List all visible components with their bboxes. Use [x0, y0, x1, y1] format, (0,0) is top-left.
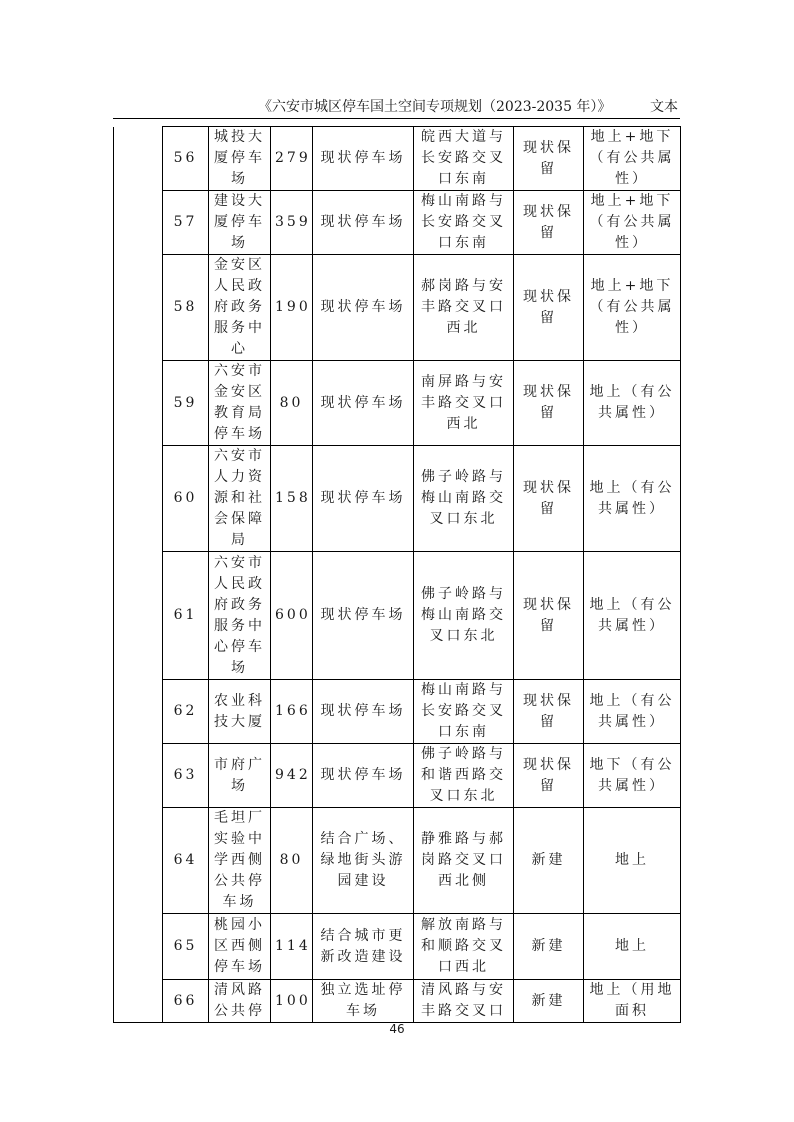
document-title: 《六安市城区停车国土空间专项规划（2023-2035 年）》 — [258, 99, 612, 115]
planning-status: 新建 — [514, 914, 584, 980]
parking-location: 清风路与安丰路交叉口 — [414, 980, 514, 1023]
table-row — [114, 808, 681, 914]
parking-location: 佛子岭路与梅山南路交叉口东北 — [414, 552, 514, 680]
planning-status: 现状保留 — [514, 361, 584, 446]
parking-form: 地上 — [584, 808, 681, 914]
row-number: 56 — [163, 127, 209, 191]
parking-name: 六安市人民政府政务服务中心停车场 — [209, 552, 271, 680]
planning-status: 新建 — [514, 980, 584, 1023]
row-number: 63 — [163, 744, 209, 808]
table-row — [114, 255, 681, 361]
parking-form: 地上+地下（有公共属性） — [584, 255, 681, 361]
parking-type: 现状停车场 — [313, 191, 414, 255]
parking-spaces: 114 — [271, 914, 313, 980]
parking-spaces: 190 — [271, 255, 313, 361]
parking-name: 市府广场 — [209, 744, 271, 808]
parking-spaces: 359 — [271, 191, 313, 255]
table-row — [114, 980, 681, 1023]
parking-type: 结合城市更新改造建设 — [313, 914, 414, 980]
parking-location: 佛子岭路与和谐西路交叉口东北 — [414, 744, 514, 808]
planning-status: 现状保留 — [514, 744, 584, 808]
row-number: 65 — [163, 914, 209, 980]
parking-spaces: 80 — [271, 361, 313, 446]
planning-status: 现状保留 — [514, 552, 584, 680]
parking-type: 现状停车场 — [313, 361, 414, 446]
parking-form: 地上（有公共属性） — [584, 361, 681, 446]
planning-status: 现状保留 — [514, 446, 584, 552]
parking-name: 建设大厦停车场 — [209, 191, 271, 255]
parking-type: 结合广场、绿地街头游园建设 — [313, 808, 414, 914]
parking-location: 郝岗路与安丰路交叉口西北 — [414, 255, 514, 361]
row-number: 59 — [163, 361, 209, 446]
parking-location: 皖西大道与长安路交叉口东南 — [414, 127, 514, 191]
table-row — [114, 552, 681, 680]
parking-name: 农业科技大厦 — [209, 680, 271, 744]
row-number: 62 — [163, 680, 209, 744]
row-number: 60 — [163, 446, 209, 552]
parking-spaces: 600 — [271, 552, 313, 680]
planning-status: 现状保留 — [514, 191, 584, 255]
parking-table — [113, 126, 681, 1023]
document-section-tag: 文本 — [650, 99, 678, 115]
table-row — [114, 744, 681, 808]
parking-type: 现状停车场 — [313, 552, 414, 680]
row-number: 66 — [163, 980, 209, 1023]
parking-type: 现状停车场 — [313, 255, 414, 361]
parking-type: 现状停车场 — [313, 446, 414, 552]
parking-form: 地上+地下（有公共属性） — [584, 127, 681, 191]
row-number: 57 — [163, 191, 209, 255]
parking-form: 地上 — [584, 914, 681, 980]
parking-form: 地上+地下（有公共属性） — [584, 191, 681, 255]
parking-location: 解放南路与和顺路交叉口西北 — [414, 914, 514, 980]
parking-name: 清风路公共停 — [209, 980, 271, 1023]
page-header — [113, 96, 680, 119]
parking-spaces: 158 — [271, 446, 313, 552]
parking-type: 现状停车场 — [313, 744, 414, 808]
planning-status: 新建 — [514, 808, 584, 914]
parking-name: 六安市人力资源和社会保障局 — [209, 446, 271, 552]
parking-location: 静雅路与郝岗路交叉口西北侧 — [414, 808, 514, 914]
parking-location: 佛子岭路与梅山南路交叉口东北 — [414, 446, 514, 552]
parking-form: 地下（有公共属性） — [584, 744, 681, 808]
parking-form: 地上（用地面积 — [584, 980, 681, 1023]
parking-spaces: 100 — [271, 980, 313, 1023]
parking-spaces: 279 — [271, 127, 313, 191]
table-row — [114, 680, 681, 744]
planning-status: 现状保留 — [514, 127, 584, 191]
parking-form: 地上（有公共属性） — [584, 446, 681, 552]
parking-type: 现状停车场 — [313, 680, 414, 744]
table-row — [114, 446, 681, 552]
row-number: 61 — [163, 552, 209, 680]
table-row — [114, 127, 681, 191]
parking-location: 南屏路与安丰路交叉口西北 — [414, 361, 514, 446]
page-number: 46 — [389, 1022, 405, 1036]
table-row — [114, 191, 681, 255]
table-row — [114, 914, 681, 980]
parking-form: 地上（有公共属性） — [584, 552, 681, 680]
parking-name: 六安市金安区教育局停车场 — [209, 361, 271, 446]
row-number: 58 — [163, 255, 209, 361]
parking-spaces: 166 — [271, 680, 313, 744]
parking-name: 桃园小区西侧停车场 — [209, 914, 271, 980]
parking-name: 城投大厦停车场 — [209, 127, 271, 191]
parking-name: 金安区人民政府政务服务中心 — [209, 255, 271, 361]
planning-status: 现状保留 — [514, 680, 584, 744]
parking-location: 梅山南路与长安路交叉口东南 — [414, 680, 514, 744]
category-cell — [114, 127, 163, 1023]
parking-location: 梅山南路与长安路交叉口东南 — [414, 191, 514, 255]
parking-type: 现状停车场 — [313, 127, 414, 191]
parking-type: 独立选址停车场 — [313, 980, 414, 1023]
parking-spaces: 80 — [271, 808, 313, 914]
parking-spaces: 942 — [271, 744, 313, 808]
parking-name: 毛坦厂实验中学西侧公共停车场 — [209, 808, 271, 914]
planning-status: 现状保留 — [514, 255, 584, 361]
table-row — [114, 361, 681, 446]
parking-form: 地上（有公共属性） — [584, 680, 681, 744]
row-number: 64 — [163, 808, 209, 914]
